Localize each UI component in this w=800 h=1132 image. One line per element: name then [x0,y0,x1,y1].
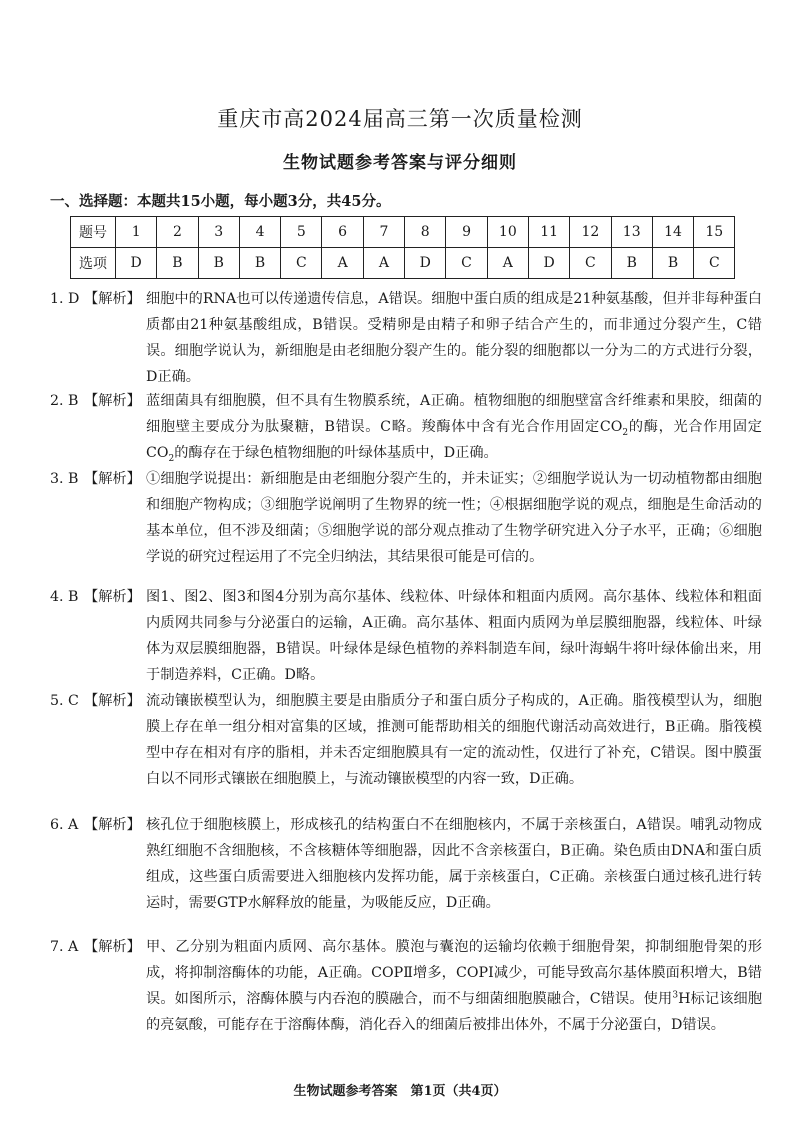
answer-option: D [405,248,446,279]
explanation-text: 流动镶嵌模型认为，细胞膜主要是由脂质分子和蛋白质分子构成的，A正确。脂筏模型认为，细胞膜上存在单一组分相对富集的区域，推测可能帮助相关的细胞代谢活动高效进行，B正确。脂筏模型中存在相对有序的脂相，并未否定细胞膜具有一定的流动性，仅进行了补充，C错误。图中膜蛋白以不同形式镶嵌在细胞膜上，与流动镶嵌模型的内容一致，D正确。 [146,693,762,787]
answer-option: B [611,248,652,279]
explanation-text: 图1、图2、图3和图4分别为高尔基体、线粒体、叶绿体和粗面内质网。高尔基体、线粒体和粗面内质网共同参与分泌蛋白的运输，A正确。高尔基体、粗面内质网为单层膜细胞器，线粒体、叶绿体为双层膜细胞器，B错误。叶绿体是绿色植物的养料制造车间，绿叶海蜗牛将叶绿体偷出来，用于制造养料，C正确。D略。 [146,589,762,683]
superscript: 3 [672,990,679,1001]
answer-option: A [363,248,404,279]
question-number: 12 [570,217,611,248]
explanation-item [50,688,762,792]
explanation-number: 4. B [50,589,79,605]
explanation-item [50,388,762,466]
question-number: 2 [157,217,198,248]
explanation-text-part: 甲、乙分别为粗面内质网、高尔基体。膜泡与囊泡的运输均依赖于细胞骨架，抑制细胞骨架的形成，将抑制溶酶体的功能，A正确。COPⅡ增多，COPⅠ减少，可能导致高尔基体膜面积增大，B错误。如图所示，溶酶体膜与内吞泡的膜融合，而不与细菌细胞膜融合，C错误。使用 [146,939,762,1007]
question-number: 10 [487,217,528,248]
answer-option: C [446,248,487,279]
explanation-text-part: 的酶存在于绿色植物细胞的叶绿体基质中，D正确。 [174,445,498,461]
answer-option: B [652,248,693,279]
explanation-tag: 【解析】 [84,471,141,487]
explanation-item [50,286,762,390]
explanation-tag: 【解析】 [84,817,141,833]
explanation-text [146,388,762,466]
answer-option: B [157,248,198,279]
question-number: 4 [239,217,280,248]
section-heading: 一、选择题：本题共15小题，每小题3分，共45分。 [50,193,391,210]
question-number: 9 [446,217,487,248]
explanation-item [50,934,762,1038]
subscript: 2 [622,427,629,438]
explanation-item [50,466,762,570]
answer-option: C [694,248,735,279]
explanation-number: 1. D [50,291,80,307]
explanation-number: 3. B [50,471,79,487]
question-number: 11 [528,217,569,248]
question-number: 15 [694,217,735,248]
question-number: 6 [322,217,363,248]
page-footer: 生物试题参考答案 第1页（共4页） [293,1084,507,1099]
explanation-item [50,812,762,916]
question-number: 1 [116,217,157,248]
answer-option: B [198,248,239,279]
explanation-tag: 【解析】 [84,589,141,605]
question-number: 14 [652,217,693,248]
question-number-row [71,217,735,248]
explanation-tag: 【解析】 [84,393,141,409]
explanation-text: 核孔位于细胞核膜上，形成核孔的结构蛋白不在细胞核内，不属于亲核蛋白，A错误。哺乳动物成熟红细胞不含细胞核，不含核糖体等细胞器，因此不含亲核蛋白，B正确。染色质由DNA和蛋白质组成，这些蛋白质需要进入细胞核内发挥功能，属于亲核蛋白，C正确。亲核蛋白通过核孔进行转运时，需要GTP水解释放的能量，为吸能反应，D正确。 [146,817,762,911]
question-number: 5 [281,217,322,248]
explanation-tag: 【解析】 [84,939,141,955]
subscript: 2 [168,453,175,464]
answer-option: D [528,248,569,279]
explanation-text: ①细胞学说提出：新细胞是由老细胞分裂产生的，并未证实；②细胞学说认为一切动植物都由细胞和细胞产物构成；③细胞学说阐明了生物界的统一性；④根据细胞学说的观点，细胞是生命活动的基本单位，但不涉及细菌；⑤细胞学说的部分观点推动了生物学研究进入分子水平，正确；⑥细胞学说的研究过程运用了不完全归纳法，其结果很可能是可信的。 [146,471,762,565]
answer-option: B [239,248,280,279]
explanation-text: 细胞中的RNA也可以传递遗传信息，A错误。细胞中蛋白质的组成是21种氨基酸，但并非每种蛋白质都由21种氨基酸组成，B错误。受精卵是由精子和卵子结合产生的，而非通过分裂产生，C错误。细胞学说认为，新细胞是由老细胞分裂产生的。能分裂的细胞都以一分为二的方式进行分裂，D正确。 [146,291,762,385]
explanation-tag: 【解析】 [84,693,141,709]
explanation-number: 7. A [50,939,79,955]
answer-option: A [322,248,363,279]
row-label-answer: 选项 [71,248,116,279]
question-number: 3 [198,217,239,248]
document-subtitle: 生物试题参考答案与评分细则 [283,153,517,173]
question-number: 7 [363,217,404,248]
answer-option: C [281,248,322,279]
explanation-tag: 【解析】 [84,291,141,307]
explanation-text-part: 蓝细菌具有细胞膜，但不具有生物膜系统，A正确。植物细胞的细胞壁富含纤维素和果胶，细菌的细胞壁主要成分为肽聚糖，B错误。C略。羧酶体中含有光合作用固定CO [146,393,762,435]
explanation-number: 6. A [50,817,79,833]
explanation-number: 2. B [50,393,79,409]
explanation-number: 5. C [50,693,79,709]
exam-title: 重庆市高2024届高三第一次质量检测 [217,107,583,131]
explanation-text-part: H标记该细胞的亮氨酸，可能存在于溶酶体酶，消化吞入的细菌后被排出体外，不属于分泌蛋白，D错误。 [146,991,763,1033]
row-label-number: 题号 [71,217,116,248]
question-number: 8 [405,217,446,248]
answer-row [71,248,735,279]
answer-option: D [116,248,157,279]
explanation-text-part: 的酶，光合作用固定CO [146,419,762,461]
answer-option: C [570,248,611,279]
question-number: 13 [611,217,652,248]
answer-table [70,216,735,279]
explanation-text [146,934,762,1038]
explanation-item [50,584,762,688]
answer-option: A [487,248,528,279]
